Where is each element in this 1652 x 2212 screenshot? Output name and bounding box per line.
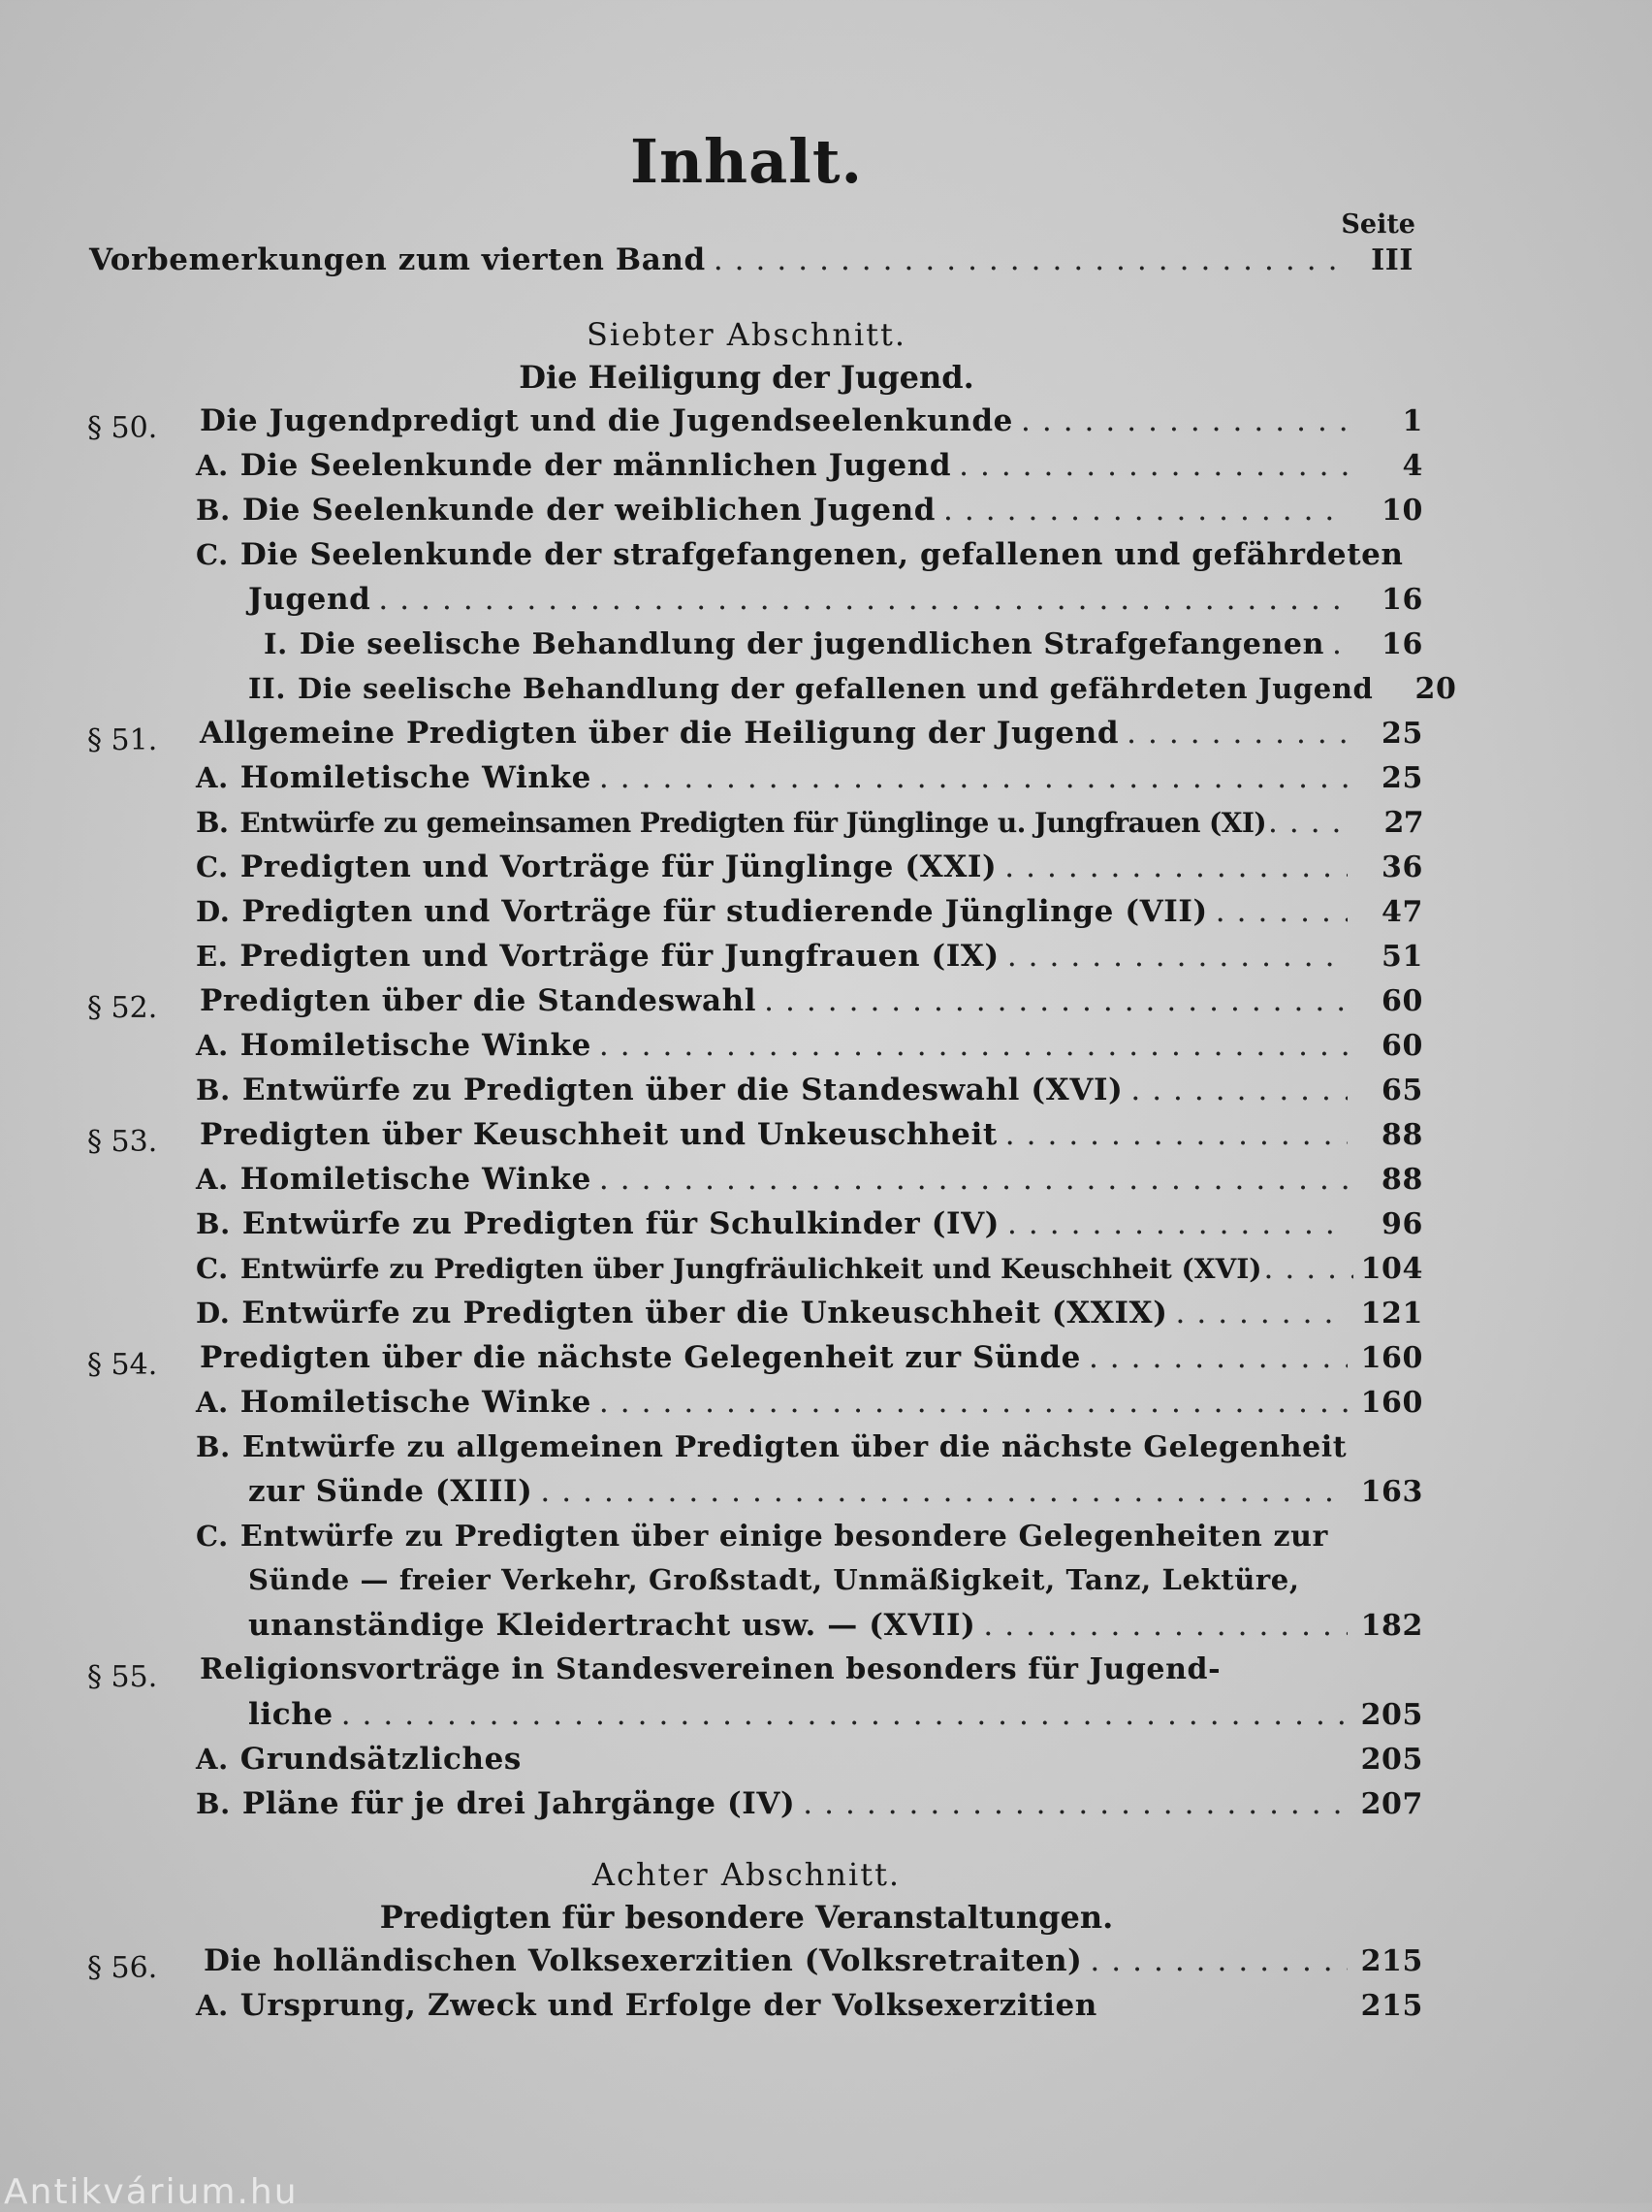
toc-entry-label: D. [196,895,231,928]
dot-leader [1004,850,1348,884]
toc-entry-label: A. [196,1163,229,1196]
toc-entry-text: Homiletische Winke [239,1385,591,1420]
dot-leader [1175,1296,1348,1330]
toc-entry-text: Predigten über die Standeswahl [200,983,757,1018]
toc-page-number: 16 [1382,627,1423,661]
toc-page-number: 51 [1382,940,1423,974]
toc-entry-s55-a[interactable] [196,1742,1423,1784]
toc-entry-s56[interactable] [204,1943,1423,1986]
toc-entry-text: Die holländischen Volksexerzitien (Volksretraiten) [204,1943,1083,1978]
toc-entry-s54-b-cont[interactable] [248,1474,1423,1517]
dot-leader [599,1162,1348,1197]
toc-entry-s50[interactable] [200,403,1423,446]
toc-entry-text: Grundsätzliches [239,1742,522,1777]
toc-entry-label: B. [196,1074,231,1106]
toc-page-number: 20 [1414,672,1457,706]
toc-entry-s54-c-cont2[interactable] [248,1608,1423,1651]
dot-leader [378,582,1348,617]
toc-page-number: 25 [1382,761,1423,795]
toc-entry-text: liche [248,1697,334,1732]
toc-entry-s51-c[interactable] [196,850,1423,892]
toc-entry-label: A. [196,1989,229,2022]
dot-leader [1268,805,1353,840]
paragraph-number: § 56. [87,1951,158,1985]
toc-entry-text: Allgemeine Predigten über die Heiligung der Jugend [200,716,1120,751]
toc-entry-text: Homiletische Winke [239,1162,591,1197]
toc-entry-s52[interactable] [200,983,1423,1026]
dot-leader [959,448,1348,483]
dot-leader [1332,626,1348,661]
toc-page-number: 27 [1383,806,1423,840]
toc-entry-s52-b[interactable] [196,1073,1423,1115]
dot-leader [1007,1206,1348,1241]
toc-entry-text: unanständige Kleidertracht usw. — (XVII) [248,1608,976,1643]
toc-entry-text: Die Jugendpredigt und die Jugendseelenkunde [200,403,1013,438]
paragraph-number: § 50. [87,411,158,445]
toc-entry-text: Die seelische Behandlung der gefallenen und gefährdeten Jugend [298,672,1374,705]
dot-leader [803,1786,1348,1821]
toc-entry-s53-a[interactable] [196,1162,1423,1204]
toc-entry-label: A. [196,1743,229,1776]
toc-entry-label: C. [196,1520,229,1553]
toc-entry-s53-d[interactable] [196,1296,1423,1338]
dot-leader [1130,1073,1348,1107]
paragraph-number: § 51. [87,723,158,757]
toc-entry-label: A. [196,761,229,794]
toc-entry-text: Jugend [248,582,371,617]
toc-page-number: 205 [1360,1698,1423,1732]
toc-entry-label: B. [196,1207,231,1240]
toc-entry-text: Entwürfe zu Predigten über einige besondere Gelegenheiten zur [239,1520,1328,1554]
toc-entry-text: Entwürfe zu Predigten über die Unkeuschheit (XXIX) [241,1296,1168,1330]
toc-entry-s50-c[interactable] [196,537,1404,572]
toc-entry-label: B. [196,806,229,839]
toc-entry-label: B. [196,1787,231,1820]
toc-entry-s55-cont[interactable] [248,1697,1423,1740]
dot-leader [1089,1340,1348,1375]
toc-entry-s50-c-2[interactable] [248,671,1457,714]
toc-page-number: 65 [1382,1074,1423,1107]
toc-entry-text: Vorbemerkungen zum vierten Band [89,242,706,277]
toc-entry-s53-b[interactable] [196,1206,1423,1249]
toc-entry-label: E. [196,940,229,973]
dot-leader [983,1608,1348,1643]
toc-page-number: 1 [1402,404,1423,438]
toc-entry-text: Predigten und Vorträge für Jungfrauen (IX) [239,939,1000,974]
toc-entry-s51[interactable] [200,716,1423,758]
dot-leader [599,1385,1348,1420]
toc-entry-label: A. [196,1029,229,1062]
watermark-text: Antikvárium.hu [4,2172,299,2212]
toc-page-number: 36 [1382,850,1423,884]
toc-entry-text: Entwürfe zu allgemeinen Predigten über die nächste Gelegenheit [241,1430,1348,1464]
toc-page-number: 10 [1382,494,1423,528]
toc-entry-s50-b[interactable] [196,493,1423,535]
dot-leader [1021,403,1348,438]
dot-leader [1216,894,1348,929]
toc-entry-text: Entwürfe zu Predigten über die Standeswahl (XVI) [241,1073,1124,1107]
dot-leader [599,1028,1348,1063]
dot-leader [764,983,1348,1018]
page-column-label: Seite [1341,209,1415,240]
toc-entry-text: zur Sünde (XIII) [248,1474,533,1509]
toc-entry-label: C. [196,850,229,883]
toc-page-number: 60 [1382,1029,1423,1063]
toc-page-number: 16 [1382,583,1423,617]
toc-entry-s50-c-1[interactable] [264,626,1423,669]
toc-entry-text: Die Seelenkunde der männlichen Jugend [239,448,952,483]
toc-entry-label: A. [196,449,229,482]
toc-entry-label: I. [264,627,288,660]
toc-page-number: 88 [1382,1118,1423,1152]
toc-page-number: 96 [1382,1207,1423,1241]
toc-entry-s53[interactable] [200,1117,1423,1160]
toc-entry-text: Entwürfe zu Predigten über Jungfräulichkeit und Keuschheit (XVI) [239,1253,1262,1285]
toc-entry-text: Pläne für je drei Jahrgänge (IV) [241,1786,796,1821]
dot-leader [1127,716,1348,751]
toc-entry-text: Predigten und Vorträge für Jünglinge (XXI) [239,850,998,884]
toc-entry-s50-c-cont[interactable] [248,582,1423,625]
toc-entry-label: B. [196,494,231,527]
toc-entry-s54[interactable] [200,1340,1423,1383]
toc-entry-s50-a[interactable] [196,448,1423,491]
toc-entry-text: Predigten über die nächste Gelegenheit zur Sünde [200,1340,1081,1375]
toc-entry-text: Ursprung, Zweck und Erfolge der Volksexerzitien [239,1988,1097,2023]
toc-page-number: 4 [1402,449,1423,483]
toc-entry-s51-a[interactable] [196,760,1423,803]
toc-page-number: 104 [1360,1252,1423,1286]
toc-entry-text: Die seelische Behandlung der jugendlichen Strafgefangenen [299,627,1325,661]
toc-page-number: 205 [1360,1743,1423,1777]
toc-page-number: 160 [1360,1341,1423,1375]
toc-entry-text: Entwürfe zu gemeinsamen Predigten für Jünglinge u. Jungfrauen (XI) [239,807,1266,839]
toc-entry-s53-c[interactable] [196,1251,1423,1294]
toc-page-number: 60 [1382,984,1423,1018]
toc-entry-label: B. [196,1430,231,1463]
toc-entry-label: II. [248,672,287,705]
dot-leader [714,242,1338,277]
page-title: Inhalt. [629,126,864,197]
paragraph-number: § 55. [87,1660,158,1694]
toc-entry-vorbemerkungen[interactable] [89,242,1414,285]
toc-page-number: 163 [1360,1475,1423,1509]
dot-leader [540,1474,1348,1509]
dot-leader [1264,1251,1353,1286]
section-subheading-7: Die Heiligung der Jugend. [519,359,974,396]
toc-entry-s55[interactable]: Religionsvorträge in Standesvereinen besonders für Jugend- [200,1652,1222,1686]
toc-entry-label: C. [196,538,229,571]
paragraph-number: § 52. [87,991,158,1025]
toc-entry-text: Predigten und Vorträge für studierende Jünglinge (VII) [241,894,1208,929]
dot-leader [341,1697,1348,1732]
toc-entry-s51-b[interactable] [196,805,1423,848]
toc-page-number: 182 [1360,1609,1423,1643]
toc-entry-text: Homiletische Winke [239,1028,591,1063]
toc-entry-text: Die Seelenkunde der strafgefangenen, gefallenen und gefährdeten [239,537,1404,572]
toc-entry-s54-b[interactable] [196,1429,1347,1464]
toc-entry-text: Predigten über Keuschheit und Unkeuschheit [200,1117,998,1152]
toc-page-number: III [1371,243,1414,277]
paragraph-number: § 53. [87,1125,158,1159]
toc-entry-s54-a[interactable] [196,1385,1423,1427]
toc-page-number: 121 [1360,1297,1423,1330]
toc-entry-s54-c-cont1: Sünde — freier Verkehr, Großstadt, Unmäßigkeit, Tanz, Lektüre, [248,1563,1300,1596]
dot-leader [1090,1943,1348,1978]
section-subheading-8: Predigten für besondere Veranstaltungen. [379,1899,1114,1936]
toc-entry-text: Homiletische Winke [239,760,591,795]
toc-entry-label: D. [196,1297,231,1330]
toc-entry-label: A. [196,1386,229,1419]
toc-entry-s52-a[interactable] [196,1028,1423,1071]
section-heading-7: Siebter Abschnitt. [586,316,907,353]
section-heading-8: Achter Abschnitt. [591,1856,902,1893]
toc-entry-text: Entwürfe zu Predigten für Schulkinder (IV) [241,1206,1001,1241]
toc-page-number: 215 [1360,1944,1423,1978]
toc-page-number: 47 [1382,895,1423,929]
toc-entry-text: Die Seelenkunde der weiblichen Jugend [241,493,937,528]
toc-entry-s55-b[interactable] [196,1786,1423,1829]
dot-leader [1005,1117,1348,1152]
toc-entry-s51-d[interactable] [196,894,1423,937]
toc-entry-s56-a[interactable] [196,1988,1423,2031]
dot-leader [943,493,1348,528]
toc-page-number: 88 [1382,1163,1423,1197]
toc-page-number: 215 [1360,1989,1423,2023]
toc-page-number: 207 [1360,1787,1423,1821]
toc-page-number: 160 [1360,1386,1423,1420]
toc-entry-label: C. [196,1252,229,1285]
toc-page-number: 25 [1382,717,1423,751]
toc-entry-s51-e[interactable] [196,939,1423,981]
paragraph-number: § 54. [87,1348,158,1382]
dot-leader [1007,939,1348,974]
toc-entry-s54-c[interactable] [196,1519,1328,1554]
dot-leader [599,760,1348,795]
